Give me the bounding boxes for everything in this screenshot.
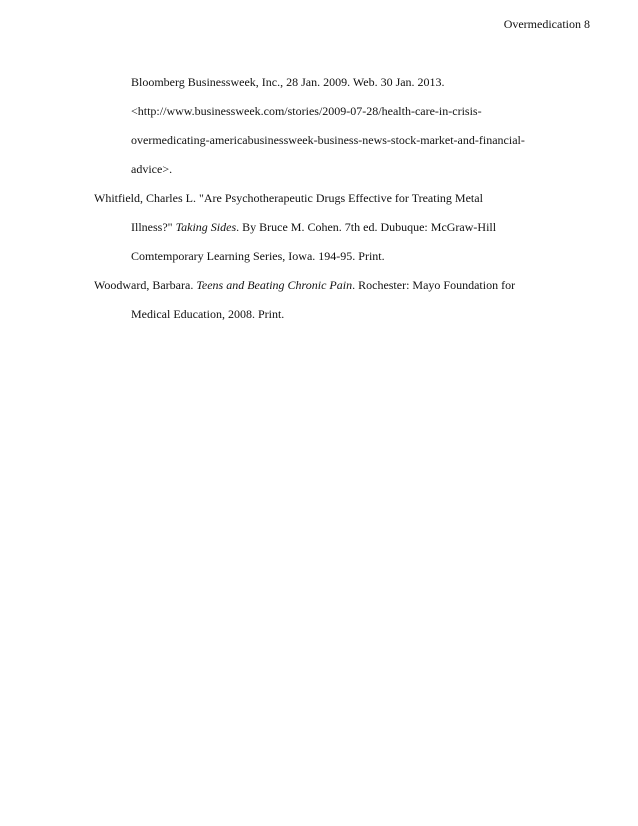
citation-line: Bloomberg Businessweek, Inc., 28 Jan. 2009. Web. 30 Jan. 2013. bbox=[131, 75, 445, 89]
citation-url-line: <http://www.businessweek.com/stories/2009-07-28/health-care-in-crisis- bbox=[131, 104, 482, 118]
citation-title: Taking Sides bbox=[175, 220, 237, 234]
citation-url-line: advice>. bbox=[131, 162, 173, 176]
citation-line: Whitfield, Charles L. "Are Psychotherapeutic Drugs Effective for Treating Metal bbox=[94, 191, 483, 205]
citation-entry-woodward bbox=[94, 271, 564, 329]
works-cited-list bbox=[94, 68, 564, 329]
citation-line: Comtemporary Learning Series, Iowa. 194-95. Print. bbox=[131, 249, 385, 263]
citation-text: . By Bruce M. Cohen. 7th ed. Dubuque: McGraw-Hill bbox=[236, 220, 497, 234]
citation-url-line: overmedicating-americabusinessweek-business-news-stock-market-and-financial- bbox=[131, 133, 525, 147]
citation-text: . Rochester: Mayo Foundation for bbox=[352, 278, 516, 292]
citation-title: Teens and Beating Chronic Pain bbox=[196, 278, 353, 292]
citation-line bbox=[94, 271, 564, 300]
citation-entry-bloomberg bbox=[94, 68, 564, 184]
citation-line: Medical Education, 2008. Print. bbox=[131, 307, 285, 321]
running-head: Overmedication 8 bbox=[503, 17, 590, 31]
citation-text: Illness?" bbox=[131, 220, 176, 234]
citation-line bbox=[94, 213, 564, 242]
citation-entry-whitfield bbox=[94, 184, 564, 271]
citation-text: Woodward, Barbara. bbox=[94, 278, 197, 292]
